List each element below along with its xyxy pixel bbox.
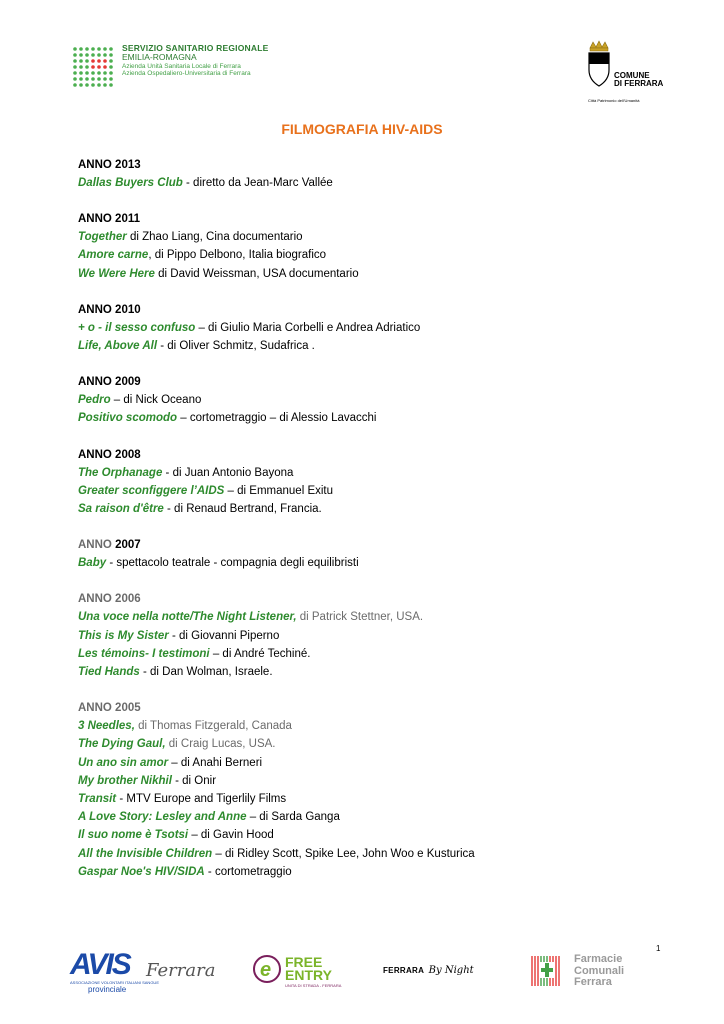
ssr-dot (109, 71, 113, 75)
year-label: ANNO 2010 (78, 303, 141, 316)
ssr-dot (91, 71, 95, 75)
year-prefix: ANNO (78, 539, 116, 552)
film-details: - di Juan Antonio Bayona (162, 466, 294, 479)
film-entry (78, 500, 678, 518)
film-title: Transit (78, 793, 117, 806)
film-title: This is My Sister (78, 629, 169, 642)
film-entry (78, 464, 678, 482)
film-details: – di Ridley Scott, Spike Lee, John Woo e Kusturica (212, 847, 475, 860)
comune-di-ferrara-name (614, 72, 663, 88)
film-title: My brother Nikhil (78, 774, 172, 787)
year-label: ANNO 2008 (78, 448, 141, 461)
ferrara-by-night-word: FERRARA (383, 966, 425, 975)
ssr-dot (79, 77, 83, 81)
avis-provinciale: provinciale (88, 985, 127, 994)
film-title: The Orphanage (78, 466, 163, 479)
ssr-dot (79, 65, 83, 69)
film-details: – cortometraggio – di Alessio Lavacchi (177, 412, 377, 425)
ssr-dot (91, 77, 95, 81)
ssr-dot (109, 65, 113, 69)
film-entry (78, 627, 678, 645)
film-title: All the Invisible Children (78, 847, 213, 860)
film-title: Pedro (78, 394, 111, 407)
film-title: Amore carne (78, 249, 149, 262)
year-label: ANNO 2013 (78, 159, 141, 171)
free-entry-subtitle: UNITA DI STRADA - FERRARA (285, 982, 342, 988)
ssr-dot-grid-icon (72, 46, 114, 88)
film-entry (78, 735, 678, 753)
film-entry (78, 645, 678, 663)
film-details: di Craig Lucas, USA. (165, 738, 276, 751)
year-label: ANNO 2011 (78, 213, 141, 226)
film-title: + o - il sesso confuso (78, 321, 196, 334)
year-section (78, 210, 678, 283)
avis-city: Ferrara (146, 960, 216, 981)
film-entry (78, 772, 678, 790)
year-heading (78, 699, 678, 717)
year-heading (78, 301, 678, 319)
farmacie-line-2: Comunali (574, 964, 625, 977)
year-label: ANNO 2009 (78, 376, 141, 389)
ssr-dot (85, 83, 89, 87)
ssr-dot (103, 77, 107, 81)
pharmacy-cross-icon (530, 952, 570, 988)
avis-ferrara-logo (70, 948, 216, 994)
film-title: A Love Story: Lesley and Anne (78, 811, 247, 824)
film-details: - di Renaud Bertrand, Francia. (163, 503, 322, 516)
ssr-dot (85, 53, 89, 57)
film-title: Les témoins- I testimoni (78, 647, 210, 660)
free-entry-e-icon (252, 952, 282, 986)
ssr-dot (109, 83, 113, 87)
film-entry (78, 554, 678, 572)
ferrara-by-night-logo (383, 960, 483, 990)
ssr-dot (103, 47, 107, 51)
film-entry (78, 319, 678, 337)
ssr-line-1: SERVIZIO SANITARIO REGIONALE (122, 43, 269, 53)
ssr-dot (79, 83, 83, 87)
ferrara-by-night-script: By Night (428, 965, 474, 976)
film-details: di David Weissman, USA documentario (154, 267, 359, 280)
ssr-emilia-romagna-logo (72, 44, 332, 100)
film-entry (78, 228, 678, 246)
ssr-dot (73, 65, 77, 69)
comune-line-1: COMUNE (614, 71, 650, 80)
ssr-dot (73, 71, 77, 75)
comune-line-2: DI FERRARA (614, 79, 664, 88)
film-entry (78, 754, 678, 772)
film-title: Un ano sin amor (78, 756, 169, 769)
ssr-dot (103, 65, 107, 69)
film-details: - MTV Europe and Tigerlily Films (116, 793, 287, 806)
film-title: Baby (78, 557, 107, 570)
svg-text:e: e (260, 959, 272, 981)
film-entry (78, 337, 678, 355)
ssr-dot (73, 83, 77, 87)
ssr-dot (97, 53, 101, 57)
ssr-dot (85, 59, 89, 63)
film-entry (78, 246, 678, 264)
film-details: di Thomas Fitzgerald, Canada (134, 720, 292, 733)
film-title: Una voce nella notte/The Night Listener, (78, 611, 297, 624)
year-section (78, 156, 678, 192)
film-title: 3 Needles, (78, 720, 135, 733)
film-entry (78, 174, 678, 192)
ssr-dot (79, 47, 83, 51)
film-entry (78, 663, 678, 681)
film-title: The Dying Gaul, (78, 738, 166, 751)
ssr-dot (73, 59, 77, 63)
ssr-dot (85, 47, 89, 51)
ssr-line-3: Azienda Unità Sanitaria Locale di Ferrara (122, 62, 241, 70)
ssr-dot (79, 71, 83, 75)
free-entry-line-1: FREE (285, 954, 323, 970)
film-details: – di Nick Oceano (110, 394, 202, 407)
ssr-dot (109, 47, 113, 51)
comune-subtitle: Città Patrimonio dell'Umanità (588, 98, 640, 103)
avis-subtitle: ASSOCIAZIONE VOLONTARI ITALIANI SANGUE (70, 980, 159, 985)
film-title: Dallas Buyers Club (78, 177, 183, 189)
ssr-dot (97, 77, 101, 81)
film-details: – di Gavin Hood (188, 829, 274, 842)
year-label: ANNO 2005 (78, 702, 141, 715)
film-title: Il suo nome è Tsotsi (78, 829, 189, 842)
film-title: Sa raison d'être (78, 503, 164, 516)
ssr-dot (85, 71, 89, 75)
ssr-line-4: Azienda Ospedaliero-Universitaria di Ferrara (122, 69, 251, 77)
ssr-dot (109, 59, 113, 63)
ssr-line-2: EMILIA-ROMAGNA (122, 52, 197, 63)
free-entry-logo (252, 952, 342, 992)
ssr-dot (73, 77, 77, 81)
ssr-dot (73, 47, 77, 51)
film-details: – di Giulio Maria Corbelli e Andrea Adriatico (195, 321, 421, 334)
film-title: Life, Above All (78, 340, 158, 353)
year-heading (78, 590, 678, 608)
year-heading (78, 210, 678, 228)
film-details: – di Sarda Ganga (246, 811, 340, 824)
filmography-list (78, 156, 678, 899)
ssr-dot (91, 53, 95, 57)
film-details: di Patrick Stettner, USA. (296, 611, 424, 624)
film-details: di Zhao Liang, Cina documentario (126, 231, 303, 244)
film-entry (78, 265, 678, 283)
film-details: – di Emmanuel Exitu (224, 484, 334, 497)
year-section (78, 373, 678, 427)
film-entry (78, 808, 678, 826)
avis-wordmark: AVIS (70, 948, 130, 981)
film-entry (78, 391, 678, 409)
film-entry (78, 608, 678, 626)
ssr-dot (73, 53, 77, 57)
ssr-dot (79, 59, 83, 63)
ssr-logo-text (122, 44, 269, 77)
moon-icon (453, 958, 475, 984)
ssr-dot (91, 47, 95, 51)
film-details: - di Giovanni Piperno (168, 629, 280, 642)
ssr-dot (97, 59, 101, 63)
film-details: - diretto da Jean-Marc Vallée (182, 177, 333, 189)
film-title: Positivo scomodo (78, 412, 178, 425)
ssr-dot (109, 53, 113, 57)
year-heading (78, 156, 678, 174)
year-heading (78, 373, 678, 391)
ssr-dot (97, 65, 101, 69)
year-section (78, 590, 678, 681)
farmacie-line-3: Ferrara (574, 976, 612, 989)
year-section (78, 301, 678, 355)
farmacie-line-1: Farmacie (574, 953, 623, 965)
free-entry-line-2: ENTRY (285, 967, 332, 984)
year-section (78, 446, 678, 519)
farmacie-comunali-logo (530, 952, 650, 992)
document-title: FILMOGRAFIA HIV-AIDS (281, 121, 443, 137)
ssr-dot (109, 77, 113, 81)
film-details: – di André Techiné. (209, 647, 311, 660)
ssr-dot (79, 53, 83, 57)
ssr-dot (97, 71, 101, 75)
ssr-dot (103, 83, 107, 87)
film-title: Gaspar Noe's HIV/SIDA (78, 865, 205, 878)
film-details: – di Anahi Berneri (168, 756, 263, 769)
film-details: , di Pippo Delbono, Italia biografico (148, 249, 327, 262)
ssr-dot (97, 83, 101, 87)
year-label: ANNO 2006 (78, 593, 141, 606)
film-title: Together (78, 231, 127, 244)
year-section (78, 536, 678, 572)
ssr-dot (85, 65, 89, 69)
ssr-dot (103, 71, 107, 75)
film-entry (78, 845, 678, 863)
year-heading (78, 536, 678, 554)
film-title: Tied Hands (78, 666, 140, 679)
film-title: Greater sconfiggere l’AIDS (78, 484, 225, 497)
film-entry (78, 826, 678, 844)
year-label: 2007 (115, 539, 141, 552)
ssr-dot (103, 59, 107, 63)
film-entry (78, 409, 678, 427)
film-title: We Were Here (78, 267, 155, 280)
page-number: 1 (656, 944, 661, 953)
ssr-dot (103, 53, 107, 57)
ssr-dot (91, 65, 95, 69)
film-entry (78, 790, 678, 808)
film-details: - cortometraggio (204, 865, 292, 878)
film-details: - spettacolo teatrale - compagnia degli equilibristi (106, 557, 359, 570)
film-entry (78, 717, 678, 735)
film-entry (78, 482, 678, 500)
year-heading (78, 446, 678, 464)
ssr-dot (97, 47, 101, 51)
film-details: - di Oliver Schmitz, Sudafrica . (157, 340, 315, 353)
ssr-dot (91, 83, 95, 87)
ssr-dot (91, 59, 95, 63)
film-details: - di Onir (171, 774, 217, 787)
year-section (78, 699, 678, 881)
ssr-dot (85, 77, 89, 81)
film-details: - di Dan Wolman, Israele. (139, 666, 273, 679)
film-entry (78, 863, 678, 881)
